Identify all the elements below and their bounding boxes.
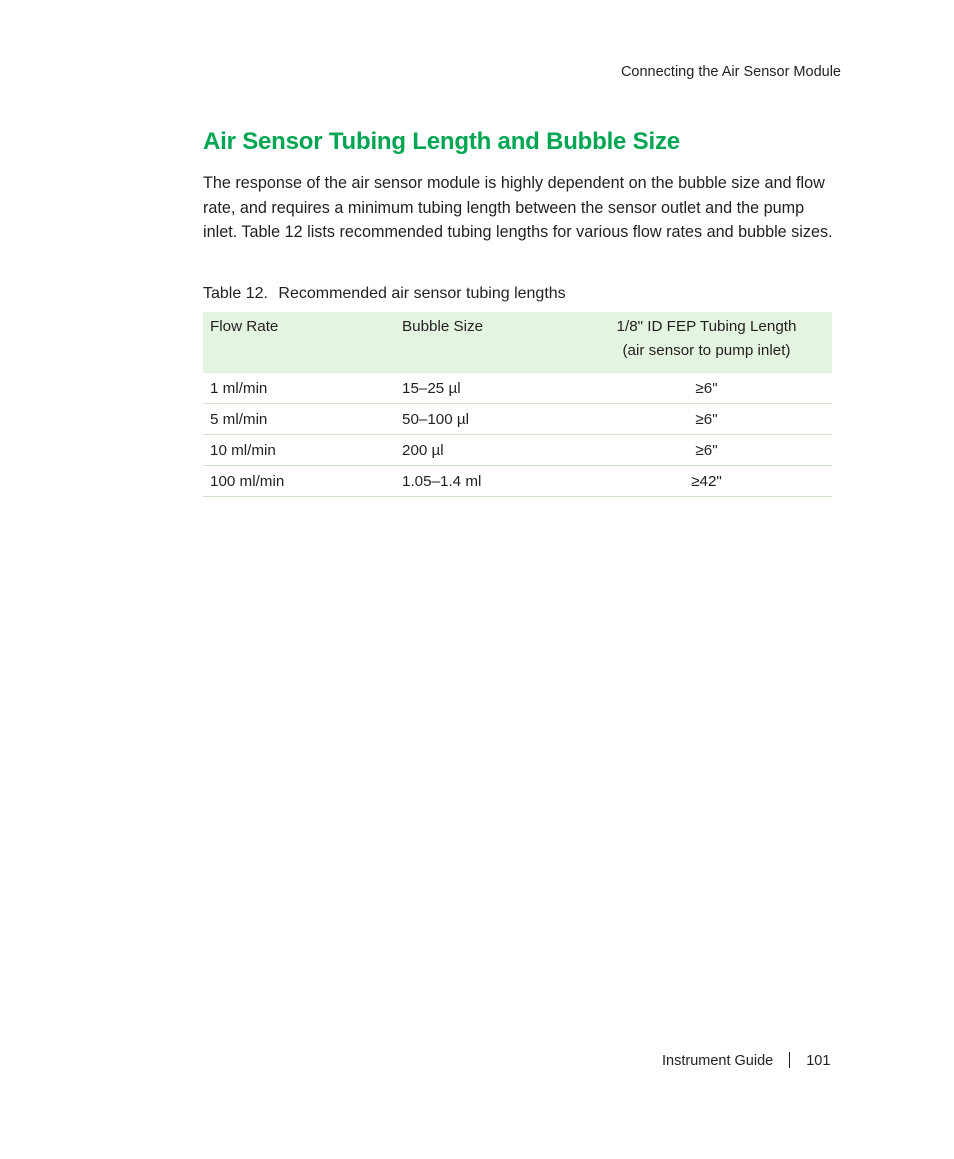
cell-tubing-length: ≥6"	[581, 404, 832, 435]
table-caption	[203, 285, 566, 303]
table-caption-number: Table 12.	[203, 285, 268, 302]
table-body	[203, 373, 832, 497]
page-number: 101	[806, 1053, 831, 1069]
table-header	[203, 312, 832, 373]
table-header-row	[203, 312, 832, 373]
running-header: Connecting the Air Sensor Module	[620, 64, 841, 80]
cell-tubing-length: ≥42"	[581, 466, 832, 497]
cell-tubing-length: ≥6"	[581, 373, 832, 404]
cell-flow-rate: 5 ml/min	[203, 404, 395, 435]
table-caption-text: Recommended air sensor tubing lengths	[278, 285, 566, 302]
cell-bubble-size: 50–100 µl	[395, 404, 581, 435]
footer-separator	[789, 1052, 790, 1068]
table-row	[203, 373, 832, 404]
cell-flow-rate: 100 ml/min	[203, 466, 395, 497]
header-bubble-size: Bubble Size	[402, 318, 484, 335]
cell-flow-rate: 10 ml/min	[203, 435, 395, 466]
header-tubing-length-line2: (air sensor to pump inlet)	[622, 342, 791, 359]
header-tubing-length	[581, 312, 832, 373]
intro-paragraph: The response of the air sensor module is highly dependent on the bubble size and flow rate, and requires a minimum tubing length between the sensor outlet and the pump inlet. Table 12 lists recommended tubing lengths for various flow rates and bubble sizes.	[203, 174, 833, 242]
tubing-length-table	[203, 312, 832, 497]
table-row	[203, 435, 832, 466]
section-title: Air Sensor Tubing Length and Bubble Size	[203, 128, 680, 155]
cell-bubble-size: 1.05–1.4 ml	[395, 466, 581, 497]
page-footer	[662, 1052, 830, 1069]
footer-doc-name: Instrument Guide	[662, 1053, 774, 1069]
cell-flow-rate: 1 ml/min	[203, 373, 395, 404]
header-flow-rate: Flow Rate	[210, 318, 279, 335]
header-tubing-length-line1: 1/8" ID FEP Tubing Length	[616, 318, 797, 335]
table-row	[203, 466, 832, 497]
table-row	[203, 404, 832, 435]
cell-tubing-length: ≥6"	[581, 435, 832, 466]
cell-bubble-size: 15–25 µl	[395, 373, 581, 404]
cell-bubble-size: 200 µl	[395, 435, 581, 466]
